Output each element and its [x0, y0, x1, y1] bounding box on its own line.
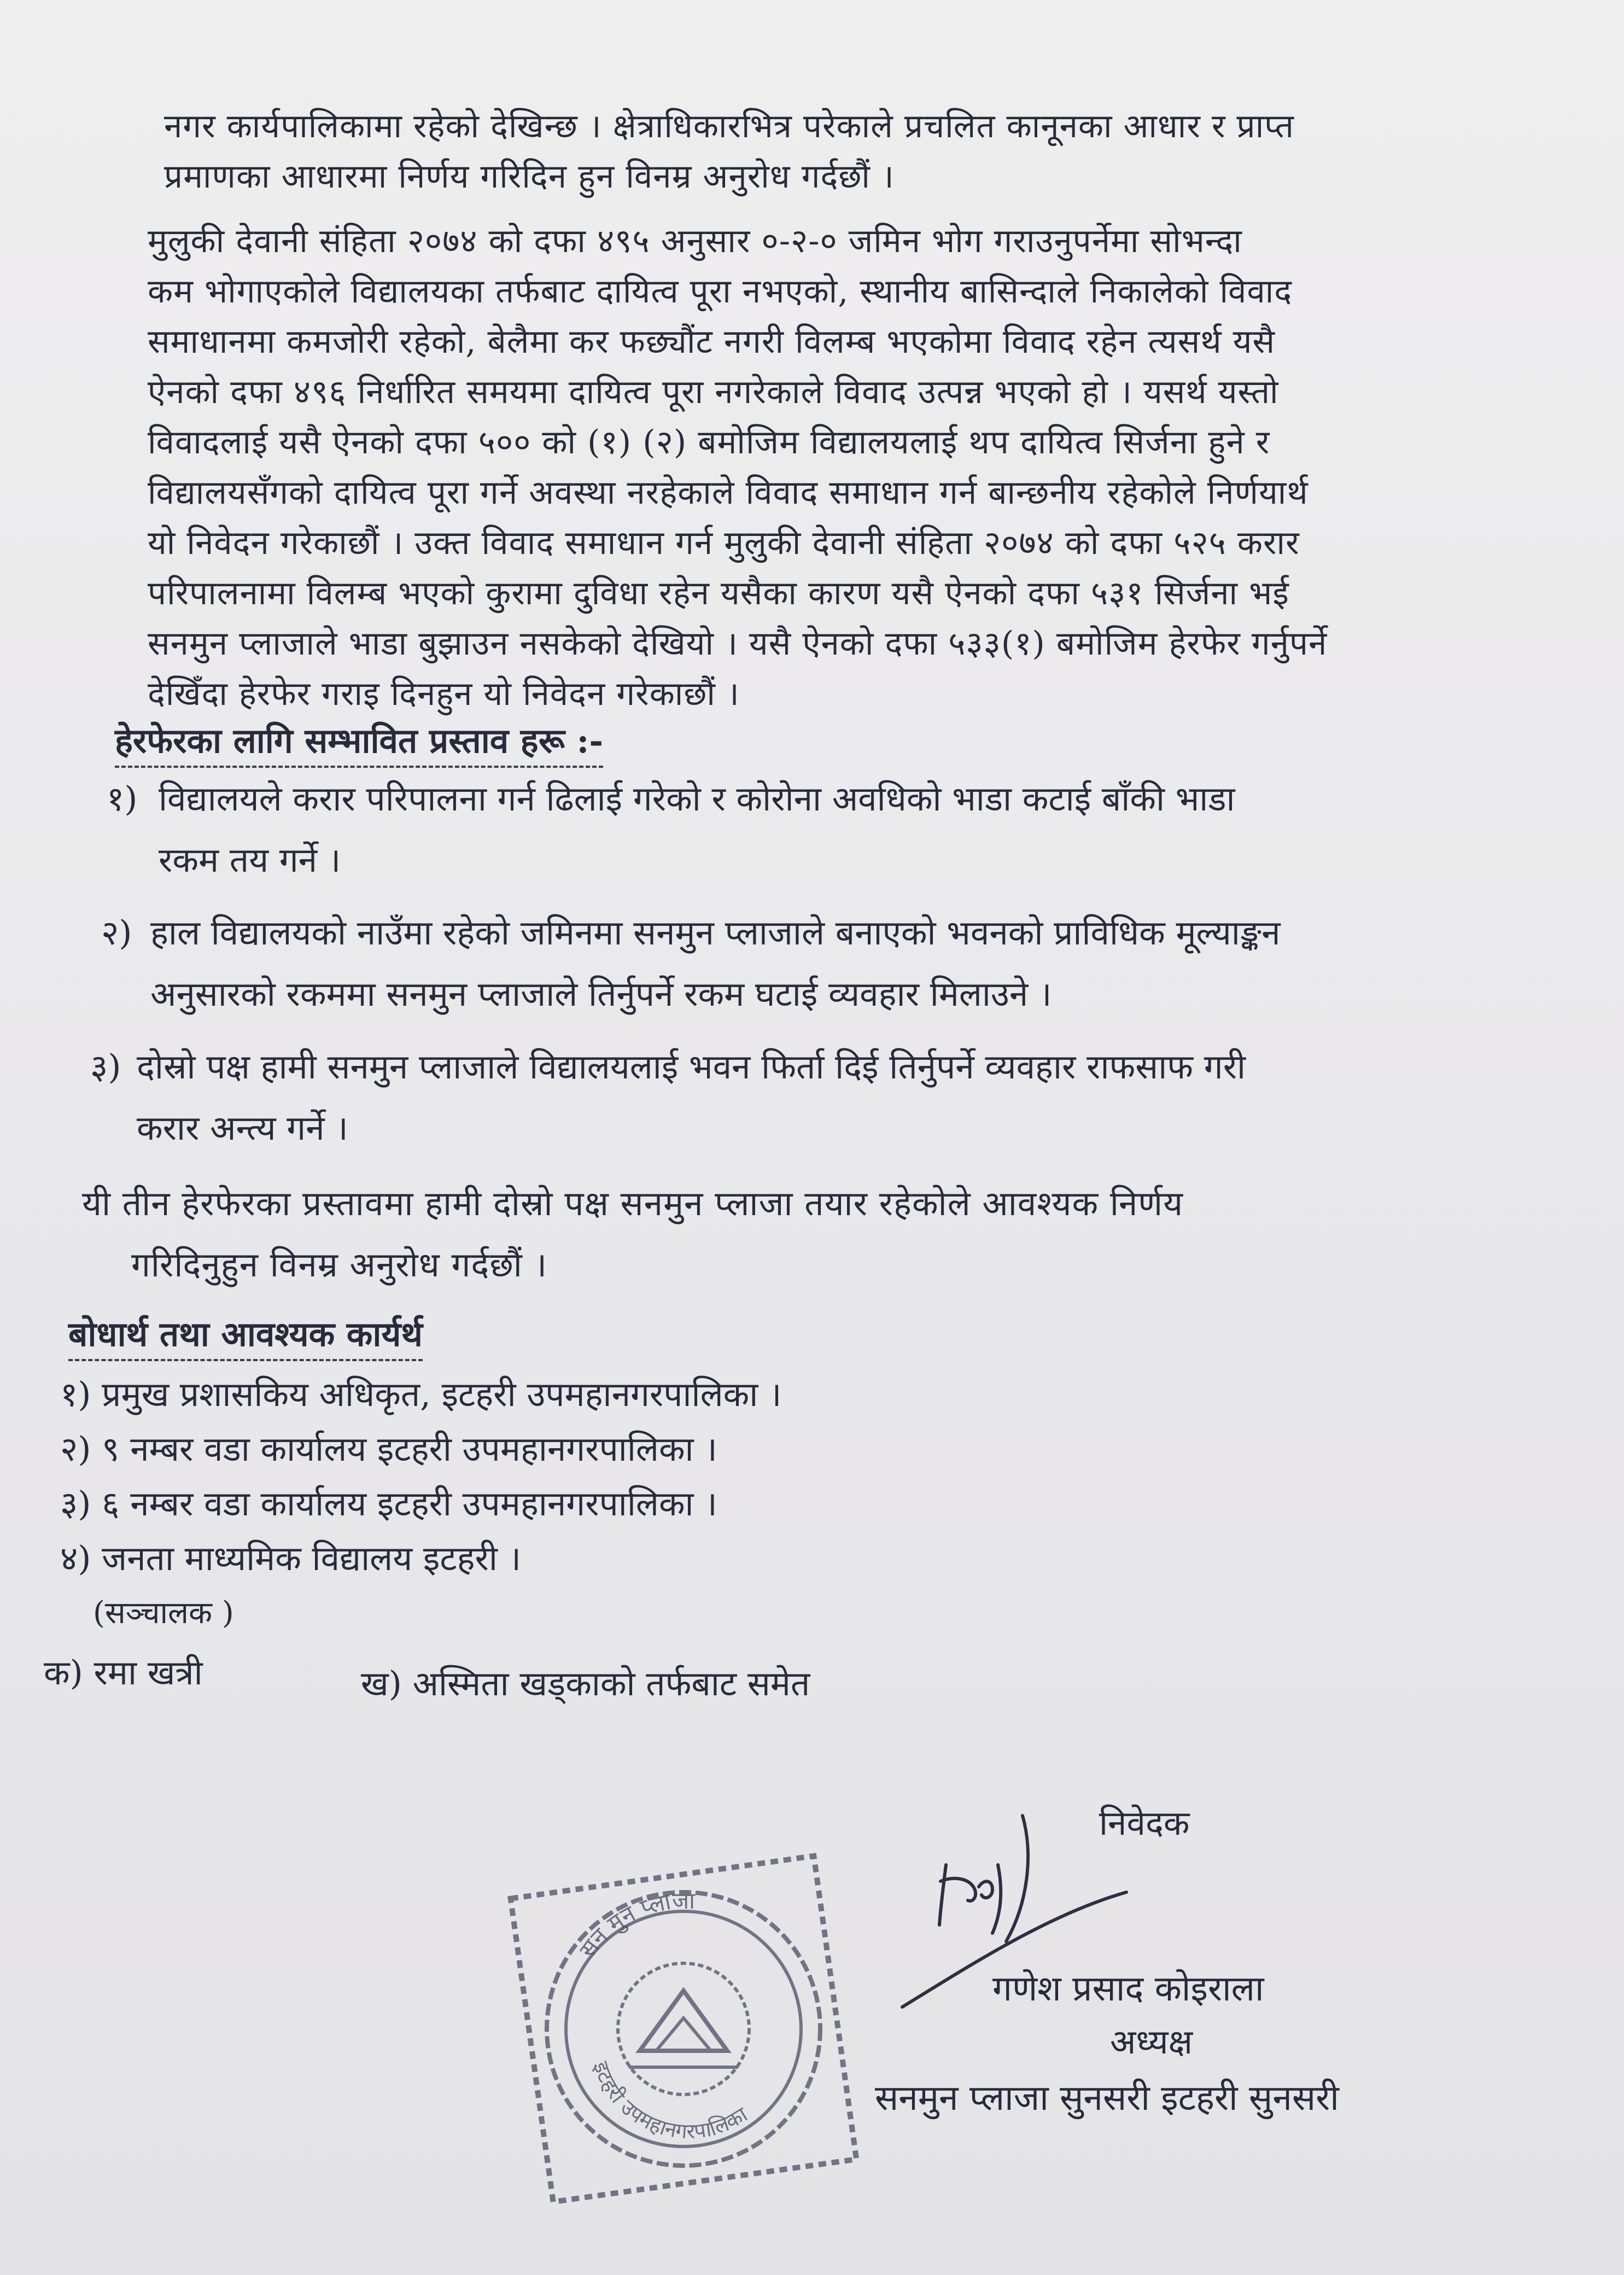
main-line: कम भोगाएकोले विद्यालयका तर्फबाट दायित्व पूरा नभएको, स्थानीय बासिन्दाले निकालेको विवाद: [148, 272, 1293, 311]
main-line: विद्यालयसँगको दायित्व पूरा गर्ने अवस्था नरहेकाले विवाद समाधान गर्न बान्छनीय रहेकोले निर्णयार्थ: [148, 474, 1308, 512]
svg-text:सन मुन प्लाजा: [574, 1887, 696, 1963]
director-item: ख) अस्मिता खड्काको तर्फबाट समेत: [361, 1664, 810, 1704]
main-line: यो निवेदन गरेकाछौं । उक्त विवाद समाधान गर्न मुलुकी देवानी संहिता २०७४ को दफा ५२५ करार: [148, 524, 1300, 562]
main-line: सनमुन प्लाजाले भाडा बुझाउन नसकेको देखियो । यसै ऐनको दफा ५३३(१) बमोजिम हेरफेर गर्नुपर्ने: [148, 625, 1328, 663]
proposals-heading-wrap: [115, 716, 603, 768]
main-line: विवादलाई यसै ऐनको दफा ५०० को (१) (२) बमोजिम विद्यालयलाई थप दायित्व सिर्जना हुने र: [148, 423, 1270, 462]
proposals-closing: [82, 1173, 1449, 1296]
closing-line: यी तीन हेरफेरका प्रस्तावमा हामी दोस्रो पक्ष सनमुन प्लाजा तयार रहेकोले आवश्यक निर्णय: [82, 1183, 1184, 1223]
signature-role: निवेदक: [1099, 1803, 1190, 1843]
stamp-text-bottom: इटहरी उपमहानगरपालिका: [588, 2058, 752, 2144]
stamp-text-top: सन मुन प्लाजा: [574, 1887, 696, 1963]
proposal-line: दोस्रो पक्ष हामी सनमुन प्लाजाले विद्यालयलाई भवन फिर्ता दिई तिर्नुपर्ने व्यवहार राफसाफ गरी: [137, 1047, 1246, 1087]
director-item: क) रमा खत्री: [44, 1653, 203, 1693]
closing-line: गरिदिनुहुन विनम्र अनुरोध गर्दछौं ।: [131, 1245, 548, 1285]
proposal-number: ३): [90, 1047, 121, 1087]
proposal-number: १): [107, 779, 138, 819]
proposal-item: [101, 902, 1446, 1028]
main-line: परिपालनामा विलम्ब भएको कुरामा दुविधा रहेन यसैका कारण यसै ऐनको दफा ५३१ सिर्जना भई: [148, 574, 1289, 612]
main-line: ऐनको दफा ४९६ निर्धारित समयमा दायित्व पूरा नगरेकाले विवाद उत्पन्न भएको हो । यसर्थ यस्तो: [148, 373, 1279, 411]
organization-stamp: [481, 1810, 886, 2215]
proposals-heading: हेरफेरका लागि सम्भावित प्रस्ताव हरू :-: [115, 716, 603, 768]
intro-line: प्रमाणका आधारमा निर्णय गरिदिन हुन विनम्र अनुरोध गर्दछौं ।: [164, 158, 895, 196]
recipients-heading-wrap: [68, 1310, 423, 1361]
proposal-line: विद्यालयले करार परिपालना गर्न ढिलाई गरेको र कोरोना अवधिको भाडा कटाई बाँकी भाडा: [159, 779, 1235, 819]
proposal-line: हाल विद्यालयको नाउँमा रहेको जमिनमा सनमुन प्लाजाले बनाएको भवनको प्राविधिक मूल्याङ्कन: [150, 913, 1281, 953]
signature-organization: सनमुन प्लाजा सुनसरी इटहरी सुनसरी: [875, 2078, 1339, 2119]
svg-text:इटहरी उपमहानगरपालिका: [589, 2058, 752, 2143]
recipient-item: १) प्रमुख प्रशासकिय अधिकृत, इटहरी उपमहानगरपालिका ।: [60, 1374, 782, 1414]
main-line: समाधानमा कमजोरी रहेको, बेलैमा कर फछ्यौंट नगरी विलम्ब भएकोमा विवाद रहेन त्यसर्थ यसै: [148, 323, 1275, 361]
recipient-item: ३) ६ नम्बर वडा कार्यालय इटहरी उपमहानगरपालिका ।: [60, 1484, 717, 1524]
proposal-number: २): [101, 913, 132, 953]
recipient-sublabel: (सञ्चालक ): [93, 1595, 234, 1631]
main-paragraph: [148, 216, 1460, 719]
intro-paragraph: [164, 101, 1438, 202]
proposal-item: [107, 768, 1446, 894]
stamp-svg: [481, 1810, 886, 2215]
signature-title: अध्यक्ष: [1110, 2022, 1193, 2062]
main-line: मुलुकी देवानी संहिता २०७४ को दफा ४९५ अनुसार ०-२-० जमिन भोग गराउनुपर्नेमा सोभन्दा: [148, 222, 1242, 260]
recipient-item: २) ९ नम्बर वडा कार्यालय इटहरी उपमहानगरपालिका ।: [60, 1429, 717, 1469]
intro-line: नगर कार्यपालिकामा रहेको देखिन्छ । क्षेत्राधिकारभित्र परेकाले प्रचलित कानूनका आधार र प्राप्त: [164, 107, 1294, 145]
signature-name: गणेश प्रसाद कोइराला: [992, 1969, 1264, 2009]
proposal-item: [90, 1036, 1446, 1162]
recipients-heading: बोधार्थ तथा आवश्यक कार्यर्थ: [68, 1310, 423, 1361]
recipients-list: [60, 1367, 1318, 1641]
proposal-line: अनुसारको रकममा सनमुन प्लाजाले तिर्नुपर्ने रकम घटाई व्यवहार मिलाउने ।: [150, 974, 1052, 1014]
proposal-line: रकम तय गर्ने ।: [159, 840, 341, 880]
recipient-item: ४) जनता माध्यमिक विद्यालय इटहरी ।: [60, 1538, 522, 1578]
proposal-line: करार अन्त्य गर्ने ।: [137, 1108, 348, 1148]
main-line: देखिँदा हेरफेर गराइ दिनहुन यो निवेदन गरेकाछौं ।: [148, 675, 740, 713]
